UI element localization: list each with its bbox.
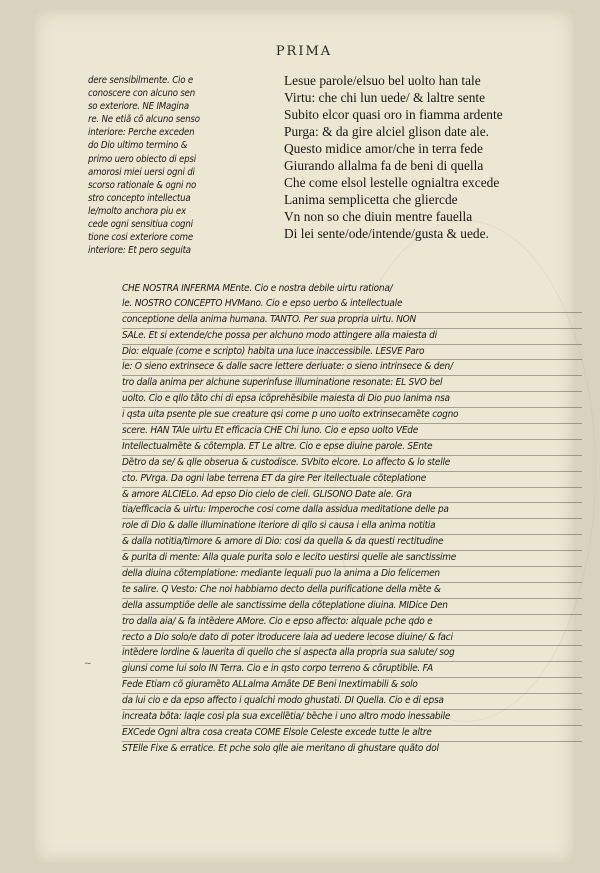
commentary-line: intẽdere lordine & lauerita di quello che si aspecta alla propria sua salute/ sog — [122, 646, 582, 662]
gloss-line: tione cosi exteriore come — [88, 232, 193, 244]
commentary-line: cto. PVrga. Da ogni labe terrena ET da gire Per itellectuale cõteplatione — [122, 472, 582, 488]
manuscript-page — [34, 10, 574, 863]
gloss-line: le/molto anchora piu ex — [88, 205, 186, 217]
commentary-line: le: O sieno extrinsece & dalle sacre lettere deriuate: o sieno intrinsece & den/ — [122, 360, 582, 376]
gloss-line: amorosi miei uersi ogni di — [88, 166, 195, 178]
gloss-line: interiore: Et pero seguita — [88, 245, 191, 257]
commentary-line: recto a Dio solo/e dato di poter itroducere laia ad uedere lecose diuine/ & faci — [122, 631, 582, 647]
verse-line: Lesue parole/elsuo bel uolto han tale — [284, 73, 481, 88]
gloss-line: scorso rationale & ogni no — [88, 179, 197, 191]
gloss-line: cede ogni sensitiua cogni — [88, 219, 193, 231]
commentary-line: uolto. Cio e qllo tãto chi di epsa icõprehẽsibile maiesta di Dio puo lanima nsa — [122, 392, 582, 408]
gloss-line: primo uero obiecto di epsi — [88, 153, 196, 165]
commentary-line: tro dalla anima per alchune superinfuse illuminatione resonate: EL SVO bel — [122, 376, 582, 392]
commentary-line: le. NOSTRO CONCEPTO HVMano. Cio e epso uerbo & intellectuale — [122, 297, 582, 313]
verse-line: Questo midice amor/che in terra fede — [284, 141, 483, 156]
commentary-line: te salire. Q Vesto: Che noi habbiamo decto della purificatione della mẽte & — [122, 583, 582, 599]
running-head: PRIMA — [275, 44, 333, 59]
gloss-line: do Dio ultimo termino & — [88, 140, 188, 152]
commentary-line: & purita di mente: Alla quale purita solo e lecito uestirsi quelle ale sanctissime — [122, 551, 582, 567]
commentary-line: tro dalla aia/ & fa intẽdere AMore. Cio e epso affecto: alquale pche qdo e — [122, 615, 582, 631]
gloss-line: interiore: Perche exceden — [88, 127, 195, 139]
commentary-line: & dalla notitia/timore & amore di Dio: cosi da quella & da questi rectitudine — [122, 535, 582, 551]
margin-mark: ~ — [84, 659, 92, 669]
commentary-line: Dẽtro da se/ & qlle obserua & custodisce. SVbito elcore. Lo affecto & lo stelle — [122, 456, 582, 472]
commentary-line: role di Dio & dalle illuminatione iteriore di qllo si causa i ella anima notitia — [122, 519, 582, 535]
verse-column — [284, 72, 584, 242]
commentary-line: scere. HAN TAle uirtu Et efficacia CHE Chi luno. Cio e epso uolto VEde — [122, 424, 582, 440]
verse-line: Purga: & da gire alciel glison date ale. — [284, 124, 490, 139]
verse-line: Virtu: che chi lun uede/ & laltre sente — [284, 90, 486, 105]
gloss-line: so exteriore. NE IMagina — [88, 101, 189, 113]
commentary-line: i qsta uita psente ple sue creature qsi come p uno uolto extrinsecamẽte cogno — [122, 408, 582, 424]
commentary-line: SALe. Et si extende/che possa per alchuno modo attingere alla maiesta di — [122, 329, 582, 345]
commentary-line: increata bõta: laqle cosi pla sua excellẽtia/ bẽche i uno altro modo inessabile — [122, 710, 582, 726]
gloss-line: re. Ne etiã cõ alcuno senso — [88, 114, 200, 126]
commentary-line: Dio: elquale (come e scripto) habita una luce inaccessibile. LESVE Paro — [122, 345, 582, 361]
commentary-line: CHE NOSTRA INFERMA MEnte. Cio e nostra debile uirtu rationa/ — [122, 283, 393, 294]
commentary-line: & amore ALCIELo. Ad epso Dio cielo de cieli. GLISONO Date ale. Gra — [122, 488, 582, 504]
commentary-line: tia/efficacia & uirtu: Imperoche cosi come dalla assidua meditatione delle pa — [122, 503, 582, 519]
gloss-line: dere sensibilmente. Cio e — [88, 75, 193, 86]
commentary-line: giunsi come lui solo IN Terra. Cio e in qsto corpo terreno & cõruptibile. FA — [122, 662, 582, 678]
gloss-line: stro concepto intellectua — [88, 192, 191, 204]
commentary-line: della assumptiõe delle ale sanctissime della cõteplatione diuina. MIDice Den — [122, 599, 582, 615]
commentary-line: EXCede Ogni altra cosa creata COME Elsole Celeste excede tutte le altre — [122, 726, 582, 742]
commentary-line: Intellectualmẽte & cõtempla. ET Le altre. Cio e epse diuine parole. SEnte — [122, 440, 582, 456]
commentary-line: STElle Fixe & erratice. Et pche solo qlle aie meritano di ghustare quãto dol — [122, 742, 439, 754]
verse-line: Subito elcor quasi oro in fiamma ardente — [284, 107, 503, 122]
gloss-line: conoscere con alcuno sen — [88, 88, 196, 100]
verse-line: Che come elsol lestelle ognialtra excede — [284, 175, 500, 190]
commentary-line: da lui cio e da epso affecto i qualchi modo ghustati. DI Quella. Cio e di epsa — [122, 694, 582, 710]
commentary-line: Fede Etiam cõ giuramẽto ALLalma Amãte DE Beni Inextimabili & solo — [122, 678, 582, 694]
verse-line: Vn non so che diuin mentre fauella — [284, 209, 473, 224]
commentary-line: conceptione della anima humana. TANTO. Per sua propria uirtu. NON — [122, 313, 582, 329]
commentary-block — [122, 282, 582, 757]
gloss-column — [88, 74, 282, 257]
verse-line: Di lei sente/ode/intende/gusta & uede. — [284, 226, 489, 241]
commentary-line: della diuina cõtemplatione: mediante lequali puo la anima a Dio felicemen — [122, 567, 582, 583]
verse-line: Lanima semplicetta che gliercde — [284, 192, 458, 207]
verse-line: Giurando allalma fa de beni di quella — [284, 158, 484, 173]
